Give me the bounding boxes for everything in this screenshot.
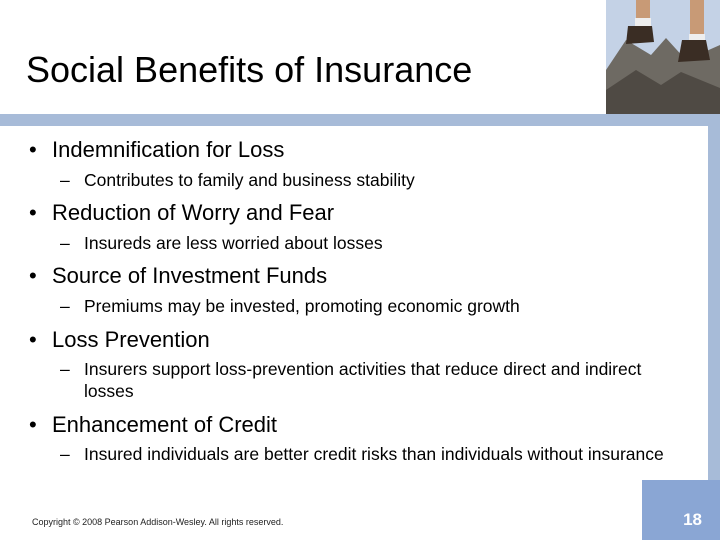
header-divider-stripe <box>0 114 720 126</box>
sub-bullet-item <box>60 232 670 254</box>
sub-bullet-item <box>60 295 670 317</box>
bullet-item <box>29 200 334 226</box>
sub-bullet-marker: – <box>60 444 70 464</box>
bullet-marker: • <box>29 200 37 225</box>
sub-bullet-item <box>60 358 670 402</box>
sub-bullet-marker: – <box>60 359 70 379</box>
sub-bullet-marker: – <box>60 296 70 316</box>
sub-bullet-marker: – <box>60 170 70 190</box>
bullet-text: Source of Investment Funds <box>52 263 328 288</box>
bullet-item <box>29 327 210 353</box>
bullet-text: Enhancement of Credit <box>52 412 278 437</box>
bullet-text: Loss Prevention <box>52 327 210 352</box>
bullet-item <box>29 263 327 289</box>
bullet-item <box>29 412 277 438</box>
page-number-box <box>642 480 720 540</box>
bullet-marker: • <box>29 263 37 288</box>
sub-bullet-marker: – <box>60 233 70 253</box>
sub-bullet-text: Insured individuals are better credit risks than individuals without insurance <box>84 444 664 464</box>
bullet-marker: • <box>29 412 37 437</box>
sub-bullet-item <box>60 443 670 465</box>
right-accent-stripe <box>708 126 720 480</box>
slide-title: Social Benefits of Insurance <box>26 49 473 90</box>
bullet-marker: • <box>29 327 37 352</box>
bullet-text: Indemnification for Loss <box>52 137 285 162</box>
bullet-text: Reduction of Worry and Fear <box>52 200 335 225</box>
hiker-boots-on-rock-image <box>606 0 720 114</box>
sub-bullet-text: Insureds are less worried about losses <box>84 233 383 253</box>
sub-bullet-item <box>60 169 670 191</box>
sub-bullet-text: Premiums may be invested, promoting economic growth <box>84 296 520 316</box>
sub-bullet-text: Contributes to family and business stability <box>84 170 415 190</box>
sub-bullet-text: Insurers support loss-prevention activities that reduce direct and indirect losses <box>84 359 642 401</box>
header-photo <box>606 0 720 114</box>
bullet-item <box>29 137 284 163</box>
page-number: 18 <box>683 510 702 529</box>
bullet-marker: • <box>29 137 37 162</box>
copyright-footer: Copyright © 2008 Pearson Addison-Wesley. All rights reserved. <box>32 517 284 527</box>
